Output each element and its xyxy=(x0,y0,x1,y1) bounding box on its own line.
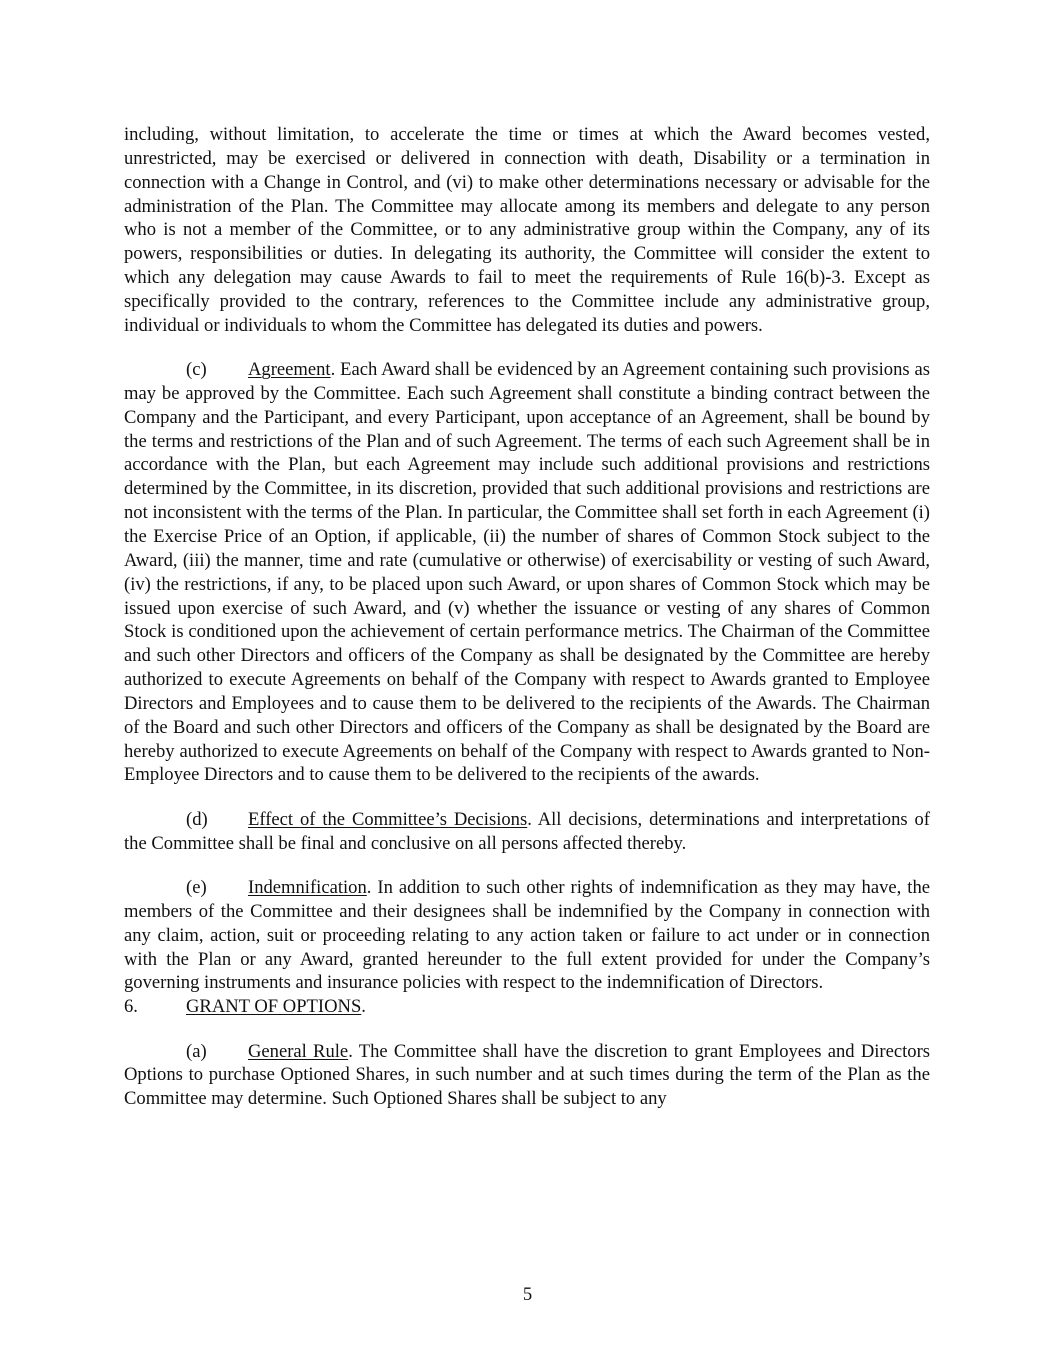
section-d-number: (d) xyxy=(186,808,208,830)
section-d-title: Effect of the Committee’s Decisions xyxy=(248,808,528,830)
section-6-heading xyxy=(124,995,930,1019)
section-c-title: Agreement xyxy=(248,359,331,381)
section-e-number: (e) xyxy=(186,876,207,898)
section-c-number: (c) xyxy=(186,359,207,381)
section-6-number: 6. xyxy=(124,996,138,1018)
section-d-body: . All decisions, determinations and interpretations of the Committee shall be final and conclusive on all persons affected thereby. xyxy=(124,808,930,854)
section-6-suffix: . xyxy=(361,996,366,1018)
section-d-paragraph xyxy=(124,808,930,856)
page-number: 5 xyxy=(522,1284,533,1305)
section-c-body: . Each Award shall be evidenced by an Agreement containing such provisions as may be approved by the Committee. Each such Agreement shall constitute a binding contract between the Company and the Participant, and every Participant, upon acceptance of an Agreement, shall be bound by the terms and restrictions of the Plan and of such Agreement. The terms of each such Agreement shall be in accordance with the Plan, but each Agreement may include such additional provisions and restrictions determined by the Committee, in its discretion, provided that such additional provisions and restrictions are not inconsistent with the terms of the Plan. In particular, the Committee shall set forth in each Agreement (i) the Exercise Price of an Option, if applicable, (ii) the number of shares of Common Stock subject to the Award, (iii) the manner, time and rate (cumulative or otherwise) of exercisability or vesting of such Award, (iv) the restrictions, if any, to be placed upon such Award, or upon shares of Common Stock which may be issued upon exercise of such Award, and (v) whether the issuance or vesting of any shares of Common Stock is conditioned upon the achievement of certain performance metrics. The Chairman of the Committee and such other Directors and officers of the Company as shall be designated by the Committee are hereby authorized to execute Agreements on behalf of the Company with respect to Awards granted to Employee Directors and Employees and to cause them to be delivered to the recipients of the Awards. The Chairman of the Board and such other Directors and officers of the Company as shall be designated by the Board are hereby authorized to execute Agreements on behalf of the Company with respect to Awards granted to Non-Employee Directors and to cause them to be delivered to the recipients of the awards. xyxy=(124,359,930,786)
section-6a-body: . The Committee shall have the discretion to grant Employees and Directors Options to purchase Optioned Shares, in such number and at such times during the term of the Plan as the Committee may determine. Such Optioned Shares shall be subject to any xyxy=(124,1040,930,1110)
section-6a-title: General Rule xyxy=(248,1040,349,1062)
section-6a-paragraph xyxy=(124,1040,930,1112)
document-page xyxy=(124,123,930,1111)
section-6-title: GRANT OF OPTIONS xyxy=(186,996,362,1018)
section-e-body: . In addition to such other rights of indemnification as they may have, the members of the Committee and their designees shall be indemnified by the Company in connection with any claim, action, suit or proceeding relating to any action taken or failure to act under or in connection with the Plan or any Award, granted hereunder to the full extent provided for under the Company’s governing instruments and insurance policies with respect to the indemnification of Directors. xyxy=(124,876,930,994)
section-6a-number: (a) xyxy=(186,1040,207,1062)
section-c-paragraph xyxy=(124,358,930,787)
section-e-paragraph xyxy=(124,876,930,995)
section-e-title: Indemnification xyxy=(248,876,367,898)
continuation-paragraph: including, without limitation, to accelerate the time or times at which the Award becomes vested, unrestricted, may be exercised or delivered in connection with death, Disability or a termination in connection with a Change in Control, and (vi) to make other determinations necessary or advisable for the administration of the Plan. The Committee may allocate among its members and delegate to any person who is not a member of the Committee, or to any administrative group within the Company, any of its powers, responsibilities or duties. In delegating its authority, the Committee will consider the extent to which any delegation may cause Awards to fail to meet the requirements of Rule 16(b)-3. Except as specifically provided to the contrary, references to the Committee include any administrative group, individual or individuals to whom the Committee has delegated its duties and powers. xyxy=(124,124,930,336)
